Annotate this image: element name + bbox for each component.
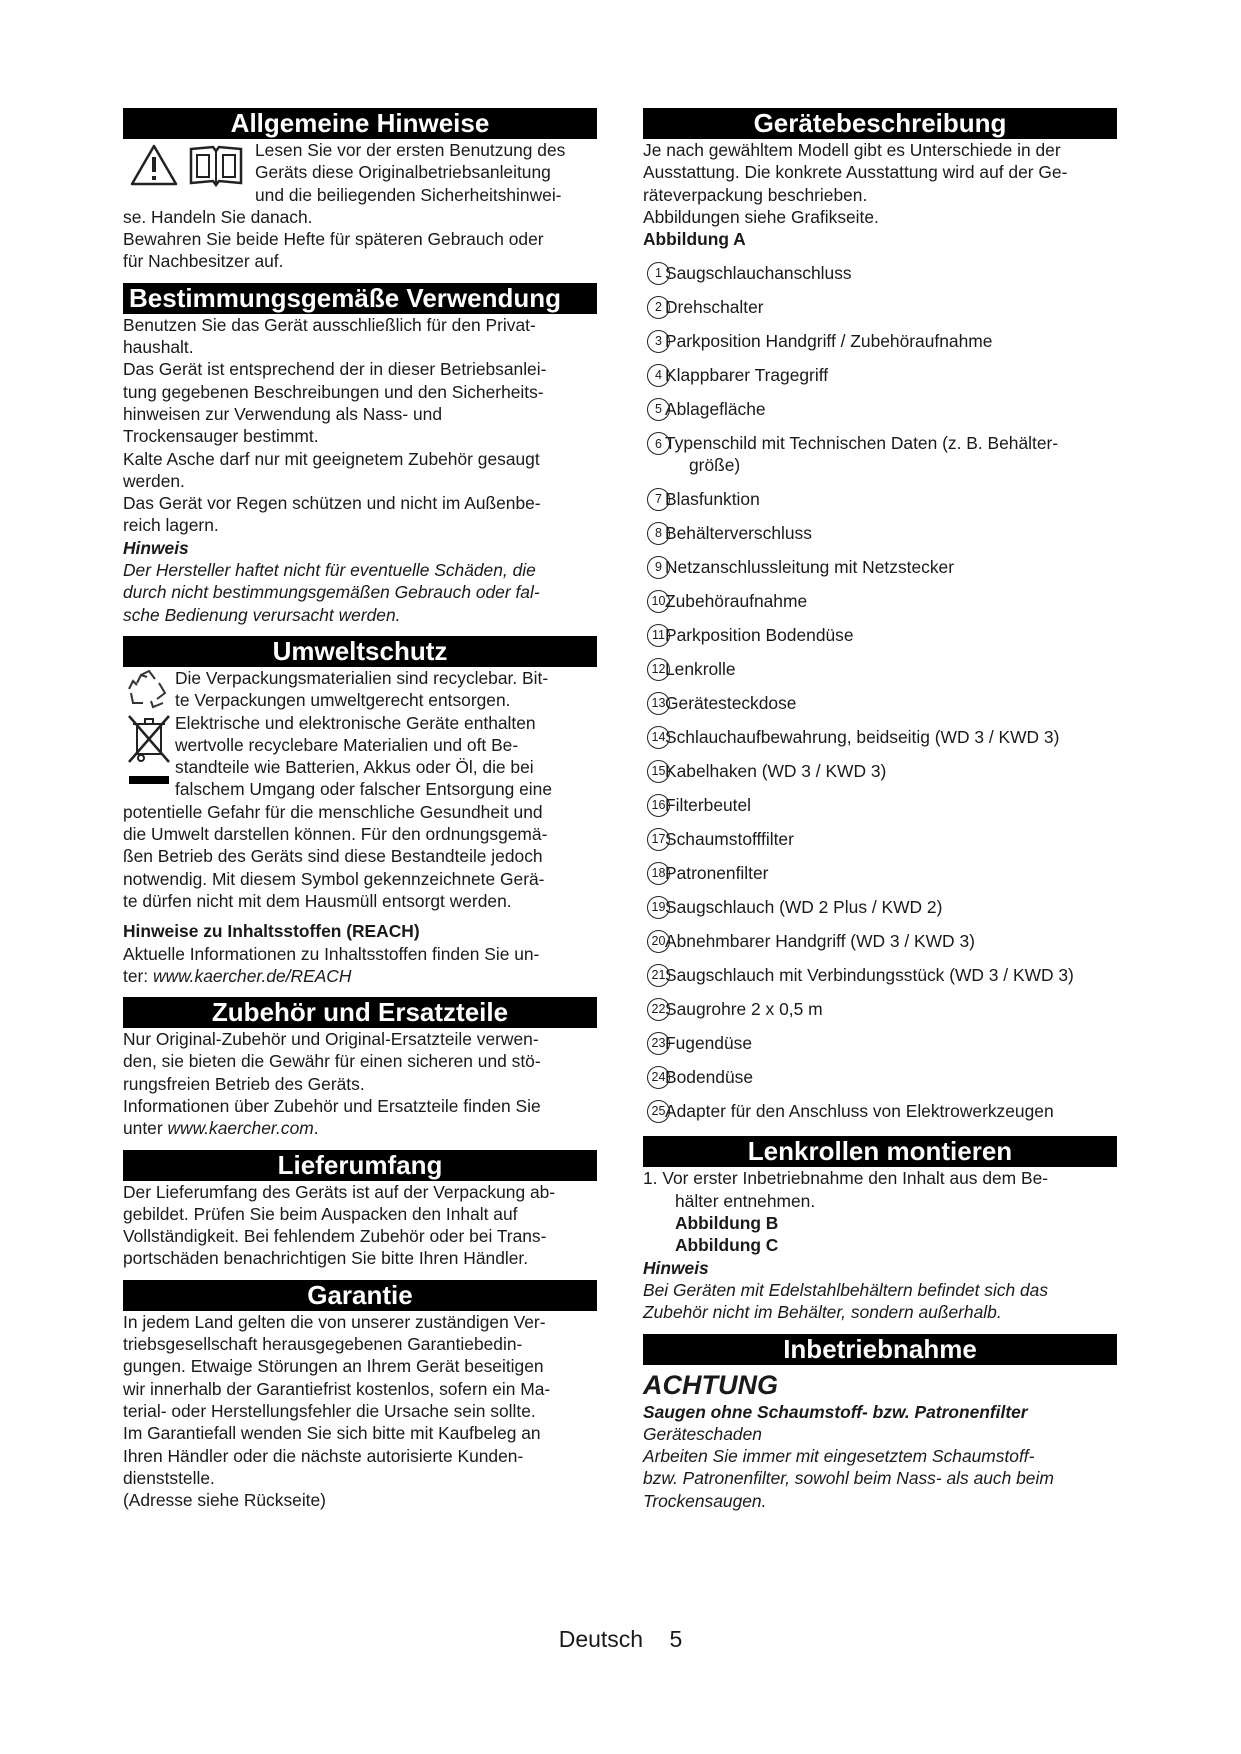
part-item	[643, 856, 1117, 890]
text-span: unter	[123, 1118, 168, 1139]
part-number: 19	[647, 896, 670, 919]
part-number: 7	[647, 488, 670, 511]
part-item	[643, 1026, 1117, 1060]
part-item	[643, 290, 1117, 324]
figure-label: Abbildung B	[675, 1213, 779, 1234]
text-line: se. Handeln Sie danach.	[123, 206, 313, 227]
text-line: hinweisen zur Verwendung als Nass- und	[123, 403, 443, 424]
part-text-line: Typenschild mit Technischen Daten (z. B. Behälter-	[665, 433, 1059, 454]
text-line: Ausstattung. Die konkrete Ausstattung wird auf der Ge-	[643, 162, 1068, 183]
part-item	[643, 686, 1117, 720]
text-line: Das Gerät vor Regen schützen und nicht im Außenbe-	[123, 493, 541, 514]
text-line: ßen Betrieb des Geräts sind diese Bestandteile jedoch	[123, 846, 543, 867]
reach-link-line	[123, 965, 597, 987]
text-line: triebsgesellschaft herausgegebenen Garantiebedin-	[123, 1334, 523, 1355]
right-column	[643, 108, 1117, 1512]
zubehoer-body	[123, 1028, 597, 1139]
left-column	[123, 108, 597, 1511]
text-line: falschem Umgang oder falscher Entsorgung eine	[175, 779, 553, 800]
text-line: Der Lieferumfang des Geräts ist auf der Verpackung ab-	[123, 1181, 556, 1202]
text-line: Abbildungen siehe Grafikseite.	[643, 206, 879, 227]
part-item	[643, 958, 1117, 992]
text-line: haushalt.	[123, 337, 194, 358]
recycle-icon	[123, 669, 175, 711]
part-item	[643, 788, 1117, 822]
text-span: .	[313, 1118, 319, 1139]
text-line: Die Verpackungsmaterialien sind recyclebar. Bit-	[175, 667, 549, 688]
text-line: Ihren Händler oder die nächste autorisierte Kunden-	[123, 1445, 524, 1466]
part-text: Lenkrolle	[665, 658, 736, 679]
part-text: Abnehmbarer Handgriff (WD 3 / KWD 3)	[665, 930, 975, 951]
note-label: Hinweis	[123, 537, 189, 558]
parts-list	[643, 256, 1117, 1128]
text-line: wir innerhalb der Garantiefrist kostenlos, sofern ein Ma-	[123, 1378, 551, 1399]
text-line: Bewahren Sie beide Hefte für späteren Gebrauch oder	[123, 229, 544, 250]
part-text-line: größe)	[689, 455, 741, 476]
text-line: gebildet. Prüfen Sie beim Auspacken den Inhalt auf	[123, 1203, 518, 1224]
kaercher-link[interactable]: www.kaercher.com	[167, 1118, 314, 1139]
warning-line: Trockensaugen.	[643, 1490, 767, 1511]
part-text: Parkposition Handgriff / Zubehöraufnahme	[665, 330, 993, 351]
part-item	[643, 516, 1117, 550]
note-line: durch nicht bestimmungsgemäßen Gebrauch oder fal-	[123, 582, 540, 603]
part-item	[643, 256, 1117, 290]
text-line: für Nachbesitzer auf.	[123, 251, 284, 272]
heading-lieferumfang: Lieferumfang	[123, 1150, 597, 1181]
heading-garantie: Garantie	[123, 1280, 597, 1311]
text-line: terial- oder Herstellungsfehler die Ursache sein sollte.	[123, 1400, 536, 1421]
part-text: Drehschalter	[665, 296, 764, 317]
part-item	[643, 618, 1117, 652]
note-line: Der Hersteller haftet nicht für eventuelle Schäden, die	[123, 560, 536, 581]
part-text: Adapter für den Anschluss von Elektrowerkzeugen	[665, 1100, 1054, 1121]
kaercher-link-line	[123, 1117, 597, 1139]
text-line: (Adresse siehe Rückseite)	[123, 1490, 326, 1511]
part-number: 3	[647, 330, 670, 353]
part-item	[643, 550, 1117, 584]
umweltschutz-body	[123, 667, 597, 987]
part-item	[643, 720, 1117, 754]
reach-link[interactable]: www.kaercher.de/REACH	[152, 965, 352, 986]
part-number: 4	[647, 364, 670, 387]
manual-book-icon	[187, 143, 245, 189]
part-text: Filterbeutel	[665, 794, 752, 815]
part-number: 10	[647, 590, 670, 613]
note-label: Hinweis	[643, 1257, 709, 1278]
part-text: Saugschlauch (WD 2 Plus / KWD 2)	[665, 896, 943, 917]
part-text: Schaumstofffilter	[665, 828, 794, 849]
text-line: Nur Original-Zubehör und Original-Ersatzteile verwen-	[123, 1029, 539, 1050]
crossed-bin-icon	[123, 714, 175, 792]
garantie-body	[123, 1311, 597, 1512]
text-line: Das Gerät ist entsprechend der in dieser Betriebsanlei-	[123, 359, 547, 380]
inbetriebnahme-body	[643, 1369, 1117, 1512]
part-text: Gerätesteckdose	[665, 692, 797, 713]
intro-icons	[129, 143, 245, 189]
heading-allgemeine-hinweise: Allgemeine Hinweise	[123, 108, 597, 139]
text-line: Kalte Asche darf nur mit geeignetem Zubehör gesaugt	[123, 448, 540, 469]
page-number: 5	[669, 1626, 683, 1652]
part-number: 21	[647, 964, 670, 987]
part-number: 16	[647, 794, 670, 817]
text-line: te Verpackungen umweltgerecht entsorgen.	[175, 690, 511, 711]
part-number: 15	[647, 760, 670, 783]
lieferumfang-body	[123, 1181, 597, 1270]
part-text: Saugschlauch mit Verbindungsstück (WD 3 / KWD 3)	[665, 964, 1074, 985]
note-line: Zubehör nicht im Behälter, sondern außerhalb.	[643, 1302, 1002, 1323]
warning-subtitle: Geräteschaden	[643, 1423, 762, 1444]
part-number: 25	[647, 1100, 670, 1123]
allgemeine-hinweise-body	[123, 139, 597, 273]
figure-label: Abbildung A	[643, 229, 746, 250]
lenkrollen-body	[643, 1167, 1117, 1323]
part-number: 5	[647, 398, 670, 421]
text-line: gungen. Etwaige Störungen an Ihrem Gerät beseitigen	[123, 1356, 544, 1377]
part-text: Bodendüse	[665, 1066, 753, 1087]
footer-language: Deutsch	[558, 1626, 644, 1652]
part-item	[643, 482, 1117, 516]
text-line: In jedem Land gelten die von unserer zuständigen Ver-	[123, 1311, 546, 1332]
part-number: 2	[647, 296, 670, 319]
part-text: Netzanschlussleitung mit Netzstecker	[665, 556, 954, 577]
text-line: und die beiliegenden Sicherheitshinwei-	[255, 184, 562, 205]
part-text: Saugschlauchanschluss	[665, 262, 852, 283]
text-line: Im Garantiefall wenden Sie sich bitte mit Kaufbeleg an	[123, 1423, 541, 1444]
text-line: die Umwelt darstellen können. Für den ordnungsgemä-	[123, 824, 548, 845]
part-text: Zubehöraufnahme	[665, 590, 808, 611]
part-item	[643, 1094, 1117, 1128]
part-item	[643, 754, 1117, 788]
text-line: te dürfen nicht mit dem Hausmüll entsorgt werden.	[123, 890, 512, 911]
text-line: potentielle Gefahr für die menschliche Gesundheit und	[123, 801, 543, 822]
heading-bestimmungsgemaesse-verwendung: Bestimmungsgemäße Verwendung	[123, 283, 597, 314]
text-line: Vollständigkeit. Bei fehlendem Zubehör oder bei Trans-	[123, 1226, 547, 1247]
step-line: hälter entnehmen.	[675, 1190, 816, 1211]
text-line: Trockensauger bestimmt.	[123, 426, 319, 447]
part-item	[643, 426, 1117, 482]
text-line: rungsfreien Betrieb des Geräts.	[123, 1073, 365, 1094]
part-number: 24	[647, 1066, 670, 1089]
heading-umweltschutz: Umweltschutz	[123, 636, 597, 667]
note-line: sche Bedienung verursacht werden.	[123, 604, 401, 625]
part-item	[643, 992, 1117, 1026]
text-line: Benutzen Sie das Gerät ausschließlich für den Privat-	[123, 314, 536, 335]
part-number: 9	[647, 556, 670, 579]
part-text: Kabelhaken (WD 3 / KWD 3)	[665, 760, 887, 781]
part-text: Fugendüse	[665, 1032, 753, 1053]
part-number: 13	[647, 692, 670, 715]
text-line: reich lagern.	[123, 515, 219, 536]
part-item	[643, 1060, 1117, 1094]
warning-line: bzw. Patronenfilter, sowohl beim Nass- als auch beim	[643, 1468, 1054, 1489]
part-item	[643, 890, 1117, 924]
note-line: Bei Geräten mit Edelstahlbehältern befindet sich das	[643, 1279, 1049, 1300]
part-text: Klappbarer Tragegriff	[665, 364, 829, 385]
reach-heading: Hinweise zu Inhaltsstoffen (REACH)	[123, 921, 420, 942]
part-number: 17	[647, 828, 670, 851]
part-number: 18	[647, 862, 670, 885]
part-text: Saugrohre 2 x 0,5 m	[665, 998, 823, 1019]
part-text: Patronenfilter	[665, 862, 769, 883]
part-item	[643, 924, 1117, 958]
part-item	[643, 822, 1117, 856]
part-number: 23	[647, 1032, 670, 1055]
part-item	[643, 358, 1117, 392]
heading-inbetriebnahme: Inbetriebnahme	[643, 1334, 1117, 1365]
text-span: ter:	[123, 965, 153, 986]
heading-zubehoer-ersatzteile: Zubehör und Ersatzteile	[123, 997, 597, 1028]
text-line: Lesen Sie vor der ersten Benutzung des	[255, 140, 566, 160]
warning-line: Arbeiten Sie immer mit eingesetztem Schaumstoff-	[643, 1446, 1035, 1467]
part-number: 6	[647, 432, 670, 455]
part-text: Parkposition Bodendüse	[665, 624, 854, 645]
warning-signal-word: ACHTUNG	[643, 1369, 778, 1400]
text-line: tung gegebenen Beschreibungen und den Sicherheits-	[123, 381, 544, 402]
part-text: Schlauchaufbewahrung, beidseitig (WD 3 / KWD 3)	[665, 726, 1060, 747]
text-line: Elektrische und elektronische Geräte enthalten	[175, 712, 536, 733]
part-number: 12	[647, 658, 670, 681]
warning-title: Saugen ohne Schaumstoff- bzw. Patronenfilter	[643, 1401, 1028, 1422]
page-footer	[0, 1626, 1241, 1653]
part-text	[665, 432, 1058, 476]
part-number: 14	[647, 726, 670, 749]
text-line: portschäden benachrichtigen Sie bitte Ihren Händler.	[123, 1248, 529, 1269]
part-item	[643, 392, 1117, 426]
text-line: Je nach gewähltem Modell gibt es Unterschiede in der	[643, 140, 1061, 160]
part-item	[643, 584, 1117, 618]
text-line: Geräts diese Originalbetriebsanleitung	[255, 162, 551, 183]
text-line: Informationen über Zubehör und Ersatzteile finden Sie	[123, 1095, 541, 1116]
part-text: Ablagefläche	[665, 398, 766, 419]
part-number: 8	[647, 522, 670, 545]
part-text: Behälterverschluss	[665, 522, 812, 543]
text-line: notwendig. Mit diesem Symbol gekennzeichnete Gerä-	[123, 868, 545, 889]
text-line: dienststelle.	[123, 1467, 215, 1488]
heading-geraetebeschreibung: Gerätebeschreibung	[643, 108, 1117, 139]
bestimmung-body	[123, 314, 597, 626]
step-line: 1. Vor erster Inbetriebnahme den Inhalt aus dem Be-	[643, 1168, 1049, 1189]
text-line: werden.	[123, 470, 185, 491]
text-line: den, sie bieten die Gewähr für einen sicheren und stö-	[123, 1051, 541, 1072]
part-item	[643, 324, 1117, 358]
text-line: standteile wie Batterien, Akkus oder Öl, die bei	[175, 757, 534, 778]
geraetebeschreibung-body	[643, 139, 1117, 1128]
text-line: räteverpackung beschrieben.	[643, 184, 868, 205]
part-number: 22	[647, 998, 670, 1021]
part-number: 20	[647, 930, 670, 953]
part-text: Blasfunktion	[665, 488, 760, 509]
heading-lenkrollen-montieren: Lenkrollen montieren	[643, 1136, 1117, 1167]
text-line: Aktuelle Informationen zu Inhaltsstoffen finden Sie un-	[123, 943, 540, 964]
part-number: 1	[647, 262, 670, 285]
figure-label: Abbildung C	[675, 1235, 779, 1256]
text-line: wertvolle recyclebare Materialien und oft Be-	[175, 734, 519, 755]
warning-triangle-icon	[129, 143, 179, 187]
part-number: 11	[647, 624, 670, 647]
part-item	[643, 652, 1117, 686]
